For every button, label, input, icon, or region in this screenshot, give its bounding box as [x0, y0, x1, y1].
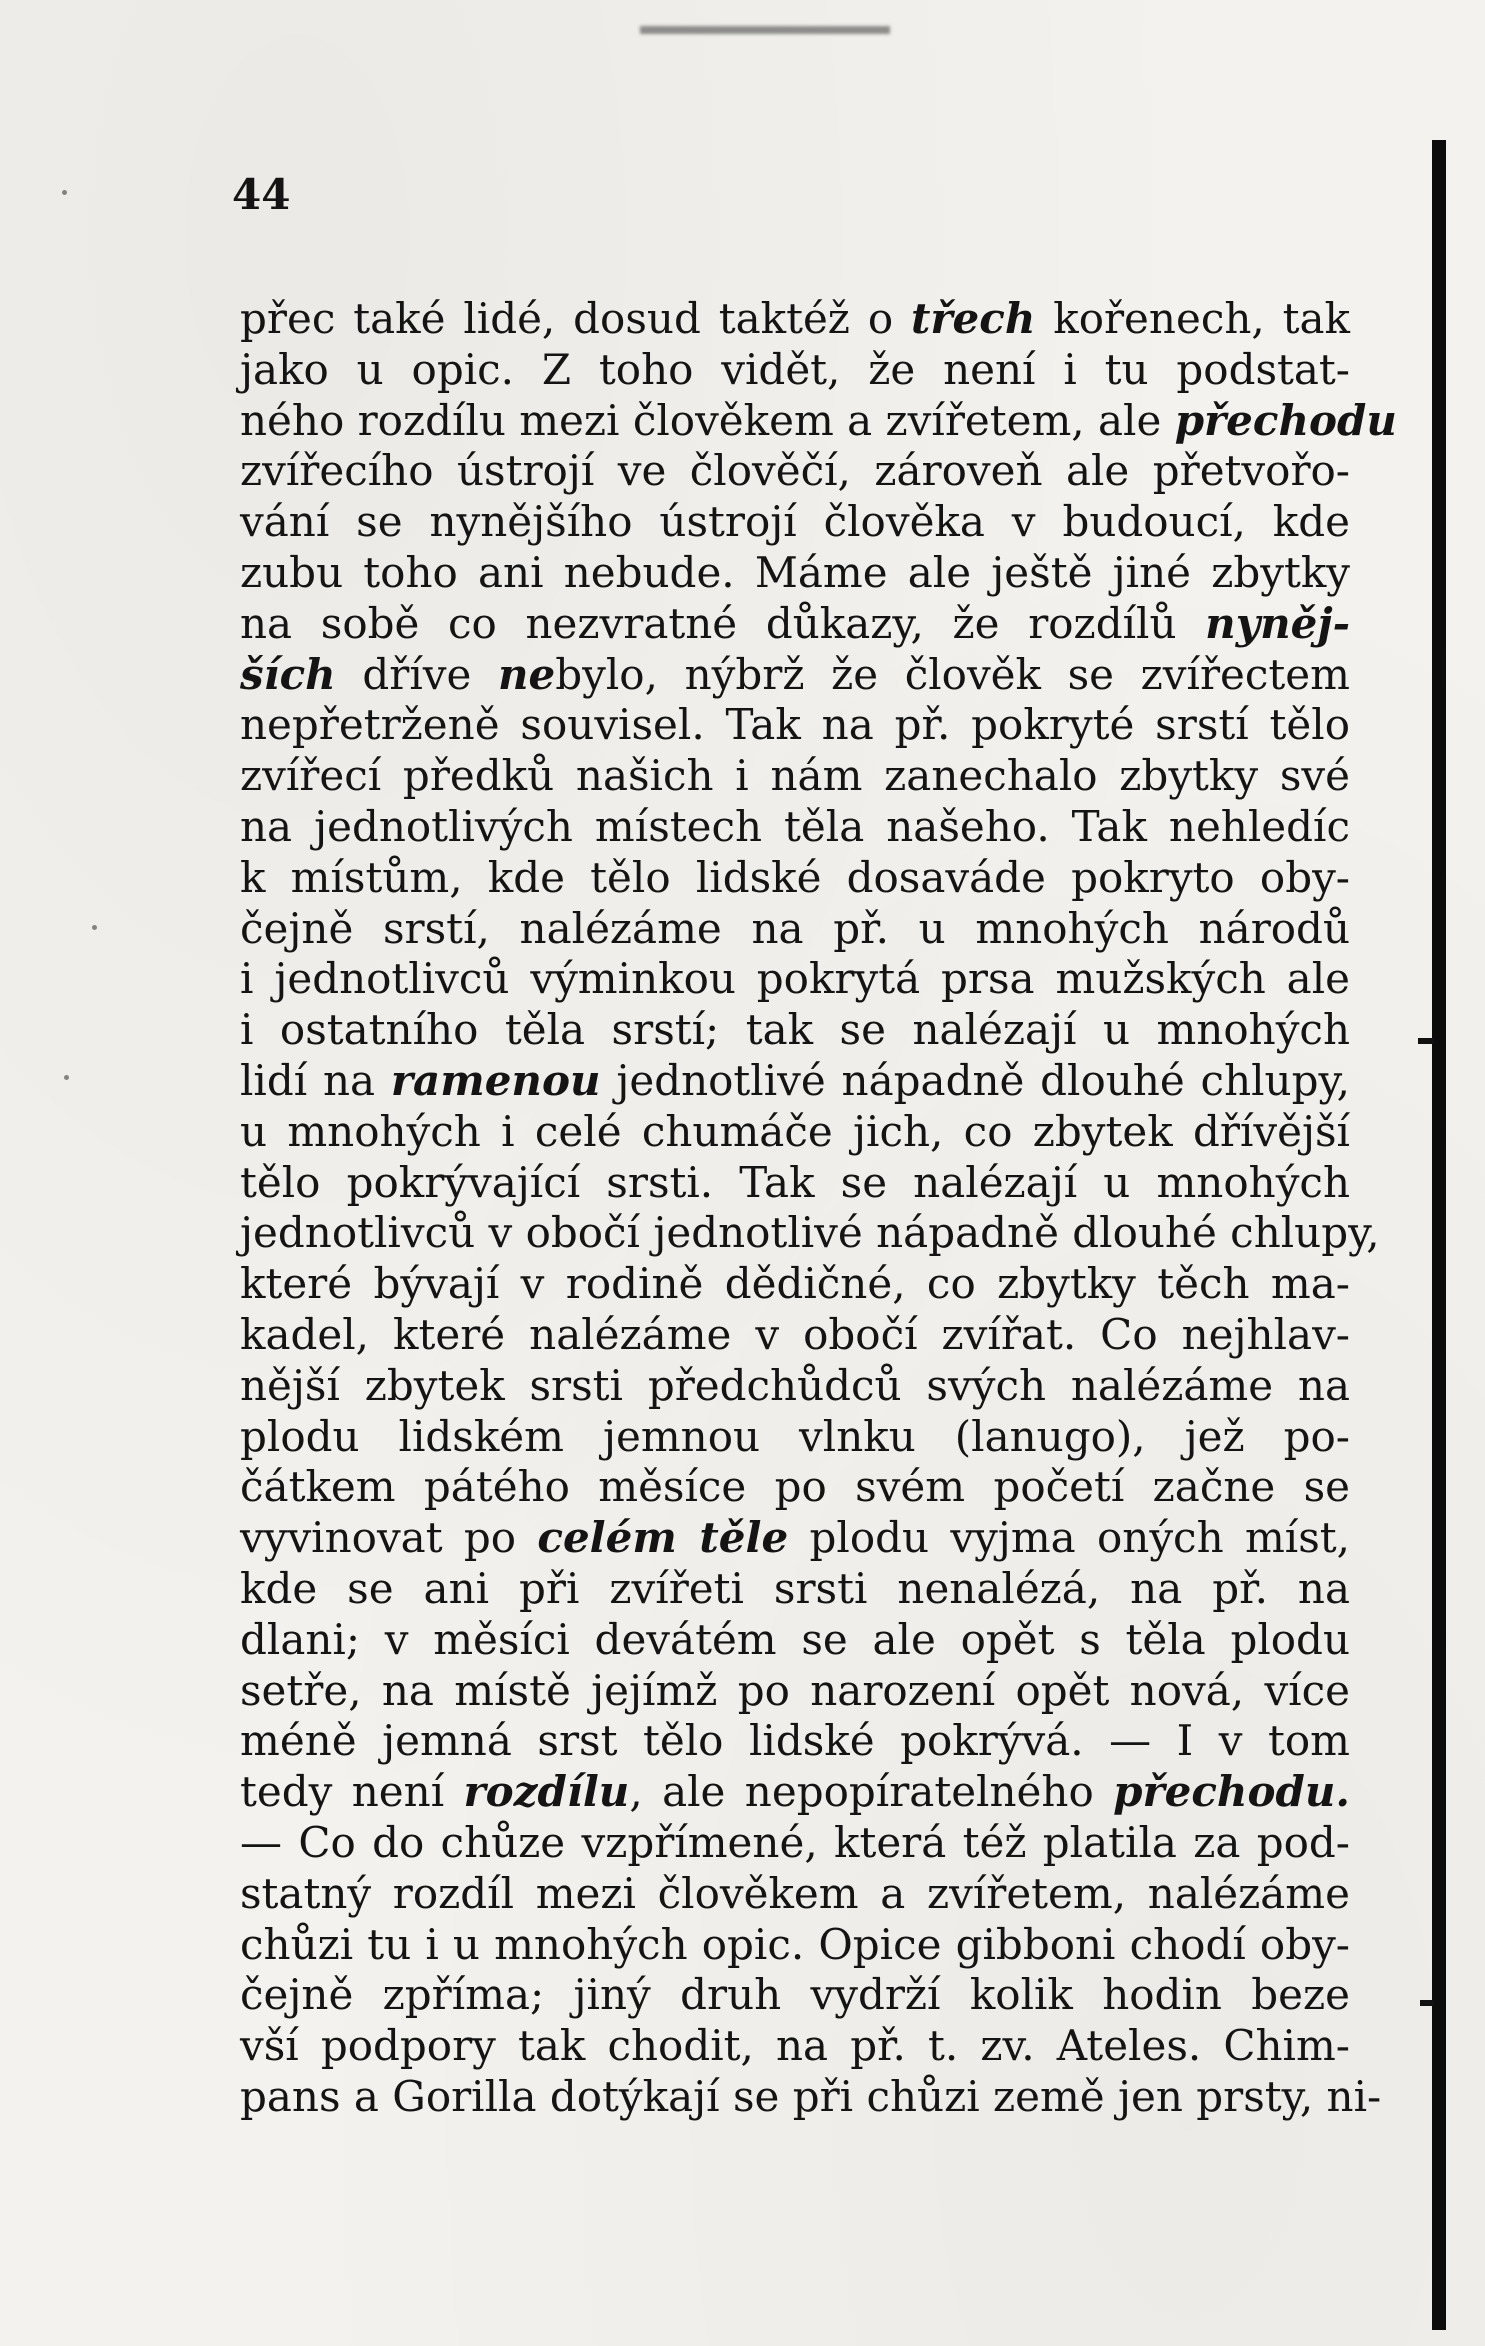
text-line: na jednotlivých místech těla našeho. Tak nehledíc — [240, 801, 1350, 851]
text-line: dlani; v měsíci devátém se ale opět s těla plodu — [240, 1614, 1350, 1664]
text-line: u mnohých i celé chumáče jich, co zbytek dřívější — [240, 1106, 1350, 1156]
text-line: vání se nynějšího ústrojí člověka v budoucí, kde — [240, 497, 1350, 547]
emphasized-word: celém těle — [537, 1513, 789, 1563]
text-line: pans a Gorilla dotýkají se při chůzi země jen prsty, ni- — [240, 2071, 1382, 2121]
scan-speck — [62, 190, 67, 195]
emphasized-word: třech — [911, 294, 1036, 343]
text-line: i ostatního těla srstí; tak se nalézají u mnohých — [240, 1005, 1350, 1055]
text-line: ného rozdílu mezi člověkem a zvířetem, ale přechodu — [240, 395, 1397, 445]
text-line: které bývají v rodině dědičné, co zbytky těch ma- — [240, 1259, 1350, 1309]
emphasized-word: ne — [497, 649, 556, 699]
scan-smudge — [640, 26, 890, 34]
text-line: nější zbytek srsti předchůdců svých nalézáme na — [240, 1360, 1350, 1410]
emphasized-word: rozdílu — [463, 1767, 630, 1817]
text-line: na sobě co nezvratné důkazy, že rozdílů nyněj- — [240, 598, 1350, 648]
text-line: vší podpory tak chodit, na př. t. zv. Ateles. Chim- — [240, 2021, 1350, 2071]
text-line: méně jemná srst tělo lidské pokrývá. — I v tom — [240, 1716, 1350, 1766]
text-line: přec také lidé, dosud taktéž o třech kořenech, tak — [240, 294, 1350, 343]
text-line: statný rozdíl mezi člověkem a zvířetem, nalézáme — [240, 1868, 1350, 1918]
emphasized-word: nyněj- — [1205, 598, 1350, 648]
emphasized-word: přechodu. — [1113, 1767, 1351, 1817]
text-line: kadel, které nalézáme v obočí zvířat. Co nejhlav- — [240, 1309, 1350, 1359]
text-line: i jednotlivců výminkou pokrytá prsa mužských ale — [240, 954, 1350, 1004]
scan-speck — [64, 1075, 69, 1080]
text-line: zubu toho ani nebude. Máme ale ještě jiné zbytky — [240, 547, 1350, 597]
text-line: setře, na místě jejímž po narození opět nová, více — [240, 1665, 1350, 1715]
text-line: kde se ani při zvířeti srsti nenalézá, na př. na — [240, 1563, 1350, 1613]
emphasized-word: ších — [240, 649, 336, 699]
text-line: jako u opic. Z toho vidět, že není i tu podstat- — [240, 344, 1350, 394]
text-line: chůzi tu i u mnohých opic. Opice gibboni chodí oby- — [240, 1919, 1350, 1969]
text-line: čejně srstí, nalézáme na př. u mnohých národů — [240, 903, 1350, 953]
text-line: jednotlivců v obočí jednotlivé nápadně dlouhé chlupy, — [240, 1208, 1380, 1258]
text-line: nepřetrženě souvisel. Tak na př. pokryté srstí tělo — [240, 700, 1350, 750]
text-line: — Co do chůze vzpřímené, která též platila za pod- — [240, 1817, 1350, 1867]
text-line: vyvinovat po celém těle plodu vyjma oných míst, — [240, 1513, 1350, 1563]
page-number: 44 — [232, 170, 291, 219]
text-line: zvířecího ústrojí ve člověčí, zároveň ale přetvořo- — [240, 446, 1350, 496]
text-line: tělo pokrývající srsti. Tak se nalézají u mnohých — [240, 1157, 1350, 1207]
text-line: ších dříve nebylo, nýbrž že člověk se zvířectem — [240, 649, 1350, 699]
edge-mark — [1418, 1038, 1434, 1044]
text-line: čátkem pátého měsíce po svém početí začne se — [240, 1462, 1350, 1512]
scan-speck — [92, 925, 97, 930]
text-line: k místům, kde tělo lidské dosaváde pokryto oby- — [240, 852, 1350, 902]
emphasized-word: přechodu — [1174, 395, 1397, 445]
text-line: tedy není rozdílu, ale nepopíratelného přechodu. — [240, 1767, 1351, 1817]
text-line: zvířecí předků našich i nám zanechalo zbytky své — [240, 751, 1350, 801]
body-text — [240, 294, 1397, 2123]
text-line: lidí na ramenou jednotlivé nápadně dlouhé chlupy, — [240, 1055, 1350, 1105]
emphasized-word: ramenou — [390, 1055, 601, 1105]
edge-mark — [1420, 2000, 1434, 2006]
text-line: plodu lidském jemnou vlnku (lanugo), jež po- — [240, 1411, 1350, 1461]
page-edge-shadow — [1432, 140, 1446, 2330]
text-line: čejně zpříma; jiný druh vydrží kolik hodin beze — [240, 1970, 1350, 2020]
